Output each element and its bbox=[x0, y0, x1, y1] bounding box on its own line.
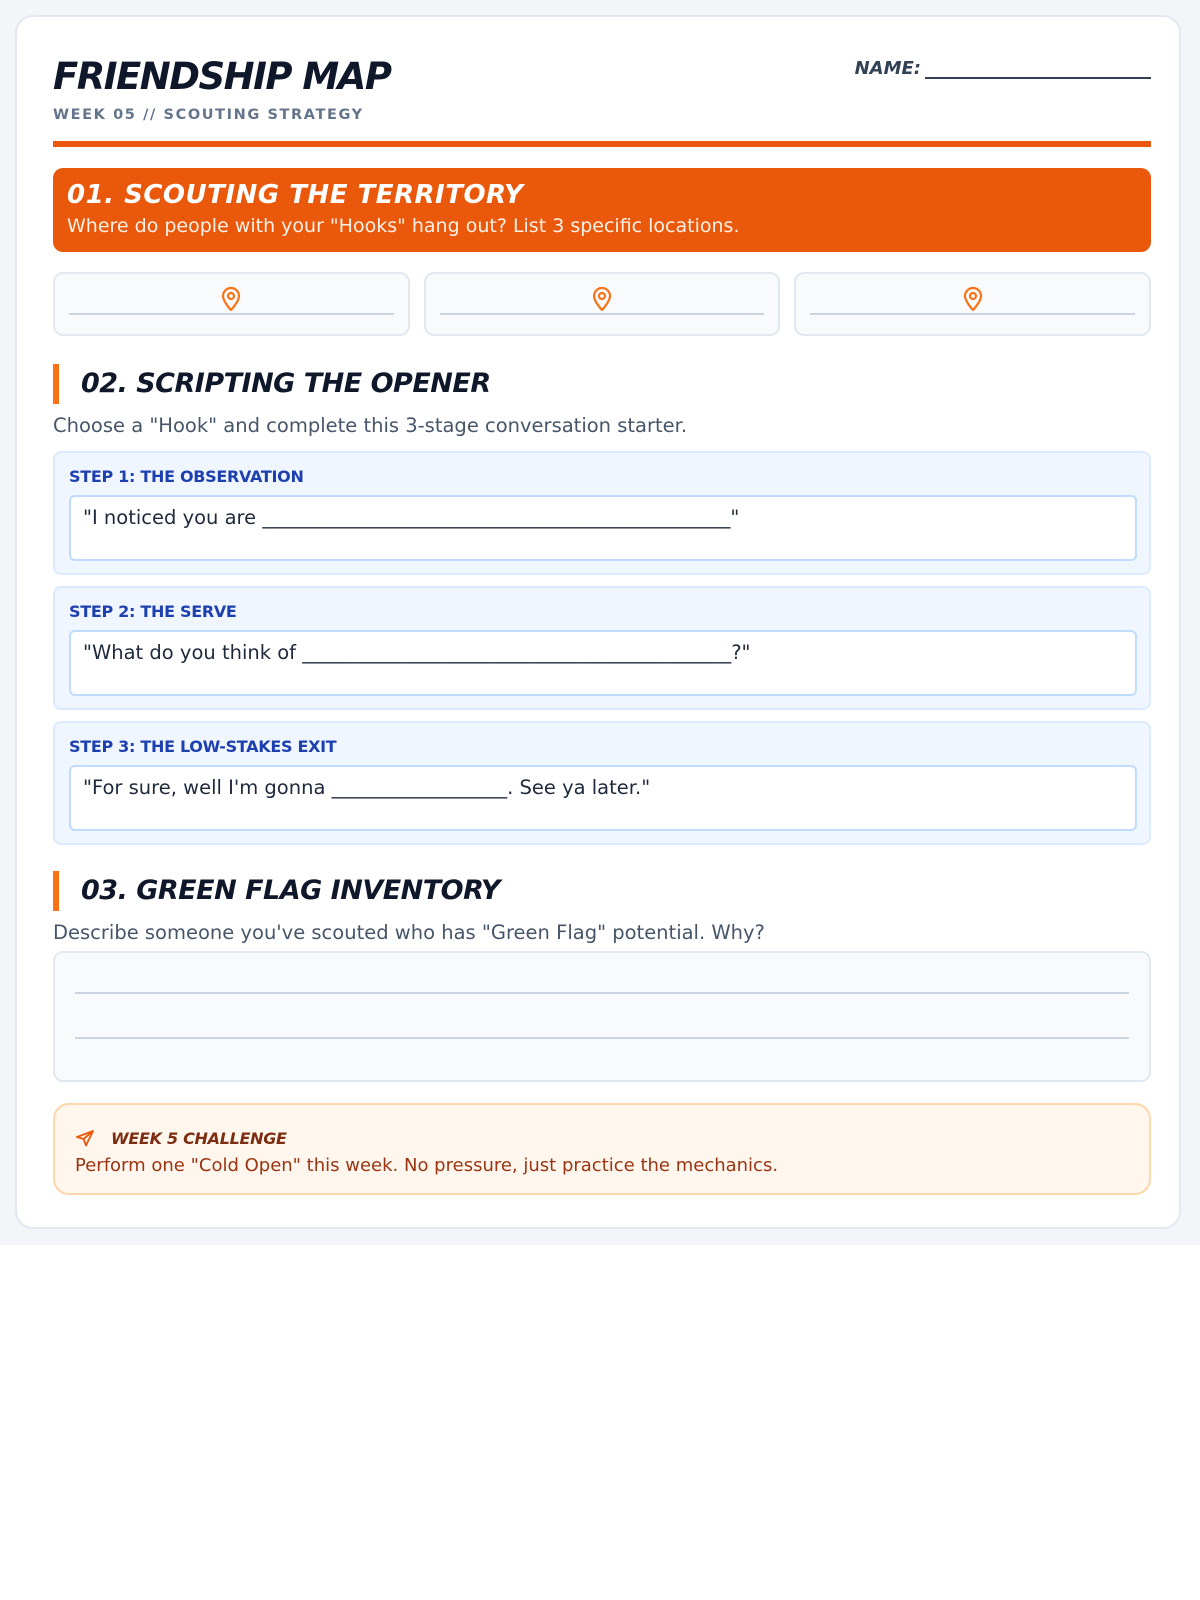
section-3-title: 03. GREEN FLAG INVENTORY bbox=[81, 875, 500, 906]
name-blank-line[interactable] bbox=[925, 57, 1151, 79]
step-input-2[interactable]: "What do you think of ____________________________________________?" bbox=[69, 630, 1137, 696]
section-3-heading bbox=[53, 871, 1151, 911]
location-list bbox=[53, 272, 1151, 336]
step-label: STEP 2: THE SERVE bbox=[69, 602, 237, 621]
section-2-heading bbox=[53, 364, 1151, 404]
name-label: NAME: bbox=[854, 58, 921, 79]
location-field-3[interactable] bbox=[794, 272, 1151, 336]
step-card-3 bbox=[53, 721, 1151, 845]
page-title: FRIENDSHIP MAP bbox=[53, 55, 391, 98]
page-subtitle: WEEK 05 // SCOUTING STRATEGY bbox=[53, 107, 364, 123]
answer-line bbox=[75, 1037, 1129, 1039]
step-input-1[interactable]: "I noticed you are ________________________________________________" bbox=[69, 495, 1137, 561]
section-1-title: 01. SCOUTING THE TERRITORY bbox=[67, 180, 524, 210]
section-3-instruction: Describe someone you've scouted who has "Green Flag" potential. Why? bbox=[53, 921, 765, 944]
challenge-text: Perform one "Cold Open" this week. No pressure, just practice the mechanics. bbox=[75, 1155, 779, 1176]
section-1-banner bbox=[53, 168, 1151, 252]
name-field bbox=[855, 57, 1151, 79]
location-blank-line bbox=[69, 313, 394, 315]
answer-line bbox=[75, 992, 1129, 994]
header-divider bbox=[53, 141, 1151, 147]
location-blank-line bbox=[440, 313, 765, 315]
map-pin-icon bbox=[220, 286, 242, 316]
section-1-instruction: Where do people with your "Hooks" hang out? List 3 specific locations. bbox=[67, 215, 740, 237]
section-accent-bar bbox=[53, 871, 59, 911]
location-field-2[interactable] bbox=[424, 272, 781, 336]
step-label: STEP 3: THE LOW-STAKES EXIT bbox=[69, 737, 337, 756]
map-pin-icon bbox=[962, 286, 984, 316]
send-icon bbox=[75, 1129, 95, 1151]
green-flag-answer-box[interactable] bbox=[53, 951, 1151, 1082]
step-card-1 bbox=[53, 451, 1151, 575]
step-input-3[interactable]: "For sure, well I'm gonna __________________. See ya later." bbox=[69, 765, 1137, 831]
step-label: STEP 1: THE OBSERVATION bbox=[69, 467, 304, 486]
section-2-title: 02. SCRIPTING THE OPENER bbox=[81, 368, 491, 399]
week-challenge-box bbox=[53, 1103, 1151, 1195]
step-card-2 bbox=[53, 586, 1151, 710]
location-blank-line bbox=[810, 313, 1135, 315]
section-2-instruction: Choose a "Hook" and complete this 3-stage conversation starter. bbox=[53, 414, 688, 437]
challenge-title: WEEK 5 CHALLENGE bbox=[111, 1129, 287, 1148]
section-accent-bar bbox=[53, 364, 59, 404]
location-field-1[interactable] bbox=[53, 272, 410, 336]
map-pin-icon bbox=[591, 286, 613, 316]
worksheet-card bbox=[15, 15, 1181, 1229]
